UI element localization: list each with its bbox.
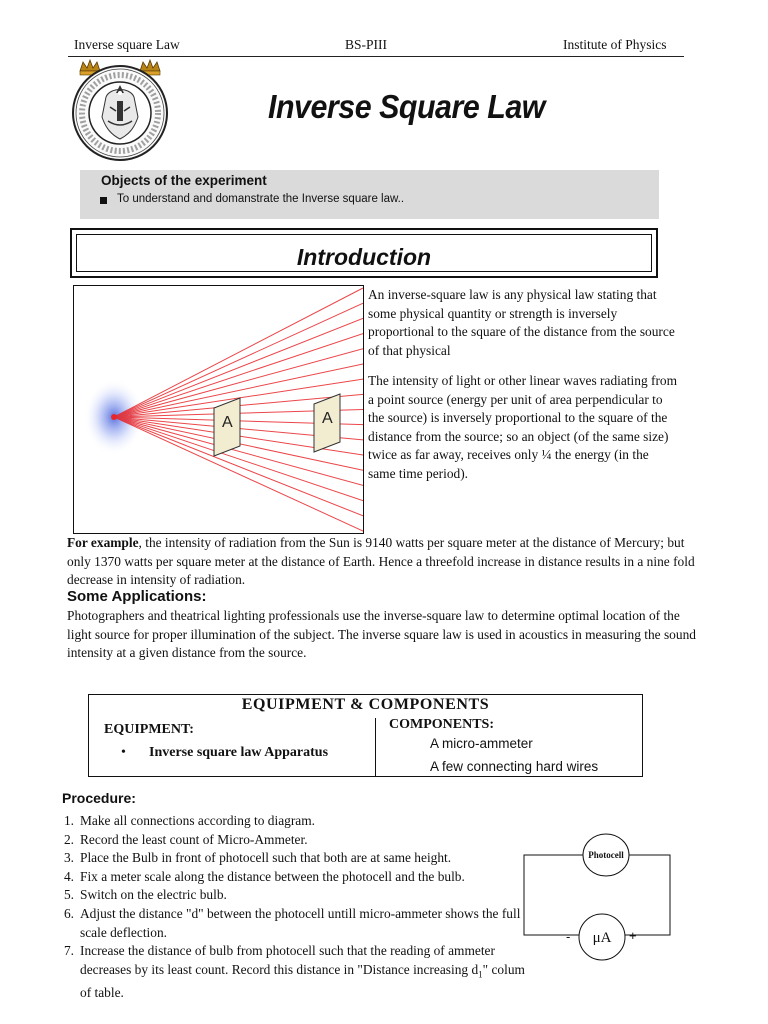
university-logo (64, 57, 176, 165)
applications-heading: Some Applications: (67, 588, 207, 605)
equipment-title: EQUIPMENT & COMPONENTS (241, 696, 490, 713)
objective-item: To understand and domanstrate the Inverse square law.. (117, 193, 405, 205)
procedure-step: 3. Place the Bulb in front of photocell such that both are at same height. (63, 850, 452, 866)
minus-terminal: - (566, 929, 571, 944)
example-text: , the intensity of radiation from the Sun is 9140 watts per square meter at the distance of Mercury; but only 1370 watts per square meter at the distance of Earth. Hence a threefold increase in distance results in a nine fold decrease in intensity of radiation. (67, 535, 695, 588)
bullet-icon: • (121, 745, 126, 760)
square-bullet-icon (100, 197, 107, 204)
near-plate-label: A (222, 414, 233, 431)
procedure-step: 4. Fix a meter scale along the distance between the photocell and the bulb. (63, 868, 465, 884)
microammeter-label: μA (592, 930, 612, 946)
header-right: Institute of Physics (563, 37, 667, 52)
procedure-step: 1. Make all connections according to diagram. (63, 813, 315, 828)
equipment-item: Inverse square law Apparatus (149, 745, 329, 760)
step7-subscript: 1 (478, 969, 483, 980)
introduction-heading: Introduction (296, 244, 432, 270)
page-title: Inverse Square Law (268, 88, 545, 125)
equipment-box (88, 694, 643, 777)
procedure-list (56, 812, 525, 1003)
plus-terminal: + (629, 928, 637, 943)
inverse-square-diagram (74, 286, 363, 533)
intro-paragraph-1: An inverse-square law is any physical law stating that some physical quantity or strength is inversely proportional to the square of the distance from the source of that physical (368, 287, 675, 358)
procedure-step: 7. Increase the distance of bulb from photocell such that the reading of ammeter decreases by its least count. Record this distance in "Distance increasing $d_1$" colum of table. (63, 943, 525, 1001)
photocell-label: Photocell (588, 850, 624, 860)
point-source (111, 414, 117, 420)
procedure-step: 5. Switch on the electric bulb. (63, 887, 227, 903)
far-plate-label: A (322, 410, 333, 427)
example-lead: For example (67, 535, 139, 550)
objectives-heading: Objects of the experiment (101, 173, 267, 188)
equipment-divider (375, 718, 376, 777)
introduction-banner (70, 228, 658, 278)
intro-paragraph-2: The intensity of light or other linear waves radiating from a point source (energy per unit of area perpendicular to the source) is inversely proportional to the square of the distance from the source; so an object (of the same size) twice as far away, receives only ¼ the energy (in the same time period). (368, 373, 678, 481)
objectives-box (80, 170, 659, 219)
header-center: BS-PIII (345, 37, 388, 52)
step7-tail: " colum of table. (80, 961, 525, 1001)
component-item-2: A few connecting hard wires (430, 759, 599, 774)
procedure-step: 6. Adjust the distance "d" between the photocell untill micro-ammeter shows the full scale deflection. (63, 905, 521, 940)
equipment-heading: EQUIPMENT: (104, 722, 194, 737)
applications-text: Photographers and theatrical lighting professionals use the inverse-square law to determine optimal location of the light source for proper illumination of the subject. The inverse square law is used in acoustics in measuring the sound intensity at a given distance from the source. (67, 608, 696, 661)
components-heading: COMPONENTS: (389, 717, 494, 732)
inverse-square-figure (73, 285, 364, 534)
circuit-diagram (518, 832, 708, 962)
example-paragraph (67, 534, 707, 590)
component-item-1: A micro-ammeter (430, 736, 533, 751)
header-left: Inverse square Law (74, 37, 180, 52)
procedure-step: 2. Record the least count of Micro-Ammeter. (63, 831, 308, 847)
procedure-heading: Procedure: (62, 790, 136, 806)
